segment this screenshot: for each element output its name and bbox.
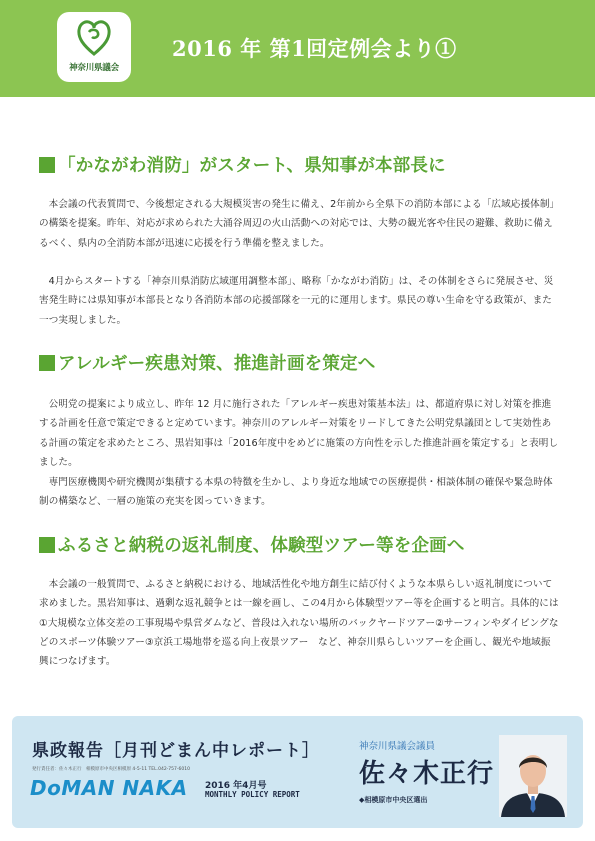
paragraph: 本会議の代表質問で、今後想定される大規模災害の発生に備え、2年前から全県下の消防本部による「広域応援体制」の構築を提案。昨年、対応が求められた大涌谷周辺の火山活動への対応では、大勢の観光客や住民の避難、救助に備えるべく、県内の全消防本部が迅速に応援を行う準備を整えました。 — [39, 199, 555, 249]
square-bullet-icon — [39, 537, 55, 553]
issue-label: 2016 年4月号 — [205, 781, 267, 791]
assembly-logo — [57, 12, 131, 82]
paragraph: 公明党の提案により成立し、昨年 12 月に施行された「アレルギー疾患対策基本法」は、都道府県に対し対策を推進する計画を任意で策定できると定めています。神奈川のアレルギー対策をリードしてきた公明党県議団として実効性ある計画の策定を求めたところ、黒岩知事は「2016年度中をめどに施策の方向性を示した推進計画を策定する」と表明しました。 — [39, 399, 559, 468]
logo-text: 神奈川県議会 — [69, 63, 119, 73]
section-heading-text: アレルギー疾患対策、推進計画を策定へ — [58, 354, 376, 374]
report-footer — [12, 716, 583, 828]
section-heading — [39, 350, 375, 375]
section-heading-text: ふるさと納税の返礼制度、体験型ツアー等を企画へ — [58, 536, 465, 556]
paragraph: 本会議の一般質問で、ふるさと納税における、地域活性化や地方創生に結び付くような本県らしい返礼制度について求めました。黒岩知事は、過剰な返礼競争とは一線を画し、この4月から体験型ツアー等を企画すると明言。具体的には①大規模な立体交差の工事現場や県営ダムなど、普段は入れない場所のバックヤードツアー②サーフィンやダイビングなどのスポーツ体験ツアー③京浜工場地帯を巡る向上夜景ツアー など、神奈川県らしいツアーを企画し、観光や地域振興につなげます。 — [39, 579, 559, 668]
policy-report-label: MONTHLY POLICY REPORT — [205, 790, 300, 799]
member-portrait — [499, 735, 567, 817]
brand-logo: DoMAN NAKA — [30, 776, 188, 800]
report-title: 県政報告［月刊どまん中レポート］ — [32, 741, 320, 761]
member-role: 神奈川県議会議員 — [359, 741, 436, 752]
page-header — [0, 0, 595, 97]
section-heading — [39, 152, 446, 177]
section-heading — [39, 532, 465, 557]
square-bullet-icon — [39, 157, 55, 173]
member-name: 佐々木正行 — [359, 759, 495, 789]
paragraph: 専門医療機関や研究機関が集積する本県の特徴を生かし、より身近な地域での医療提供・相談体制の確保や緊急時体制の構築など、一層の施策の充実を図っていきます。 — [39, 477, 553, 508]
paragraph: 4月からスタートする「神奈川県消防広域運用調整本部」、略称「かながわ消防」は、その体制をさらに発展させ、災害発生時には県知事が本部長となり各消防本部の応援部隊を一元的に運用します。県民の尊い生命を守る政策が、また一つ実現しました。 — [39, 276, 554, 326]
section-heading-text: 「かながわ消防」がスタート、県知事が本部長に — [58, 156, 446, 176]
member-district: ◆相模原市中央区選出 — [359, 796, 428, 804]
publisher-info: 発行責任者：佐々木正行 相模原市中央区相模原 4-5-11 TEL.042-757-6010 — [32, 767, 190, 772]
portrait-icon — [499, 735, 567, 817]
page-title: 2016 年 第1回定例会より① — [172, 36, 457, 61]
square-bullet-icon — [39, 355, 55, 371]
heart-swirl-icon — [77, 18, 111, 56]
